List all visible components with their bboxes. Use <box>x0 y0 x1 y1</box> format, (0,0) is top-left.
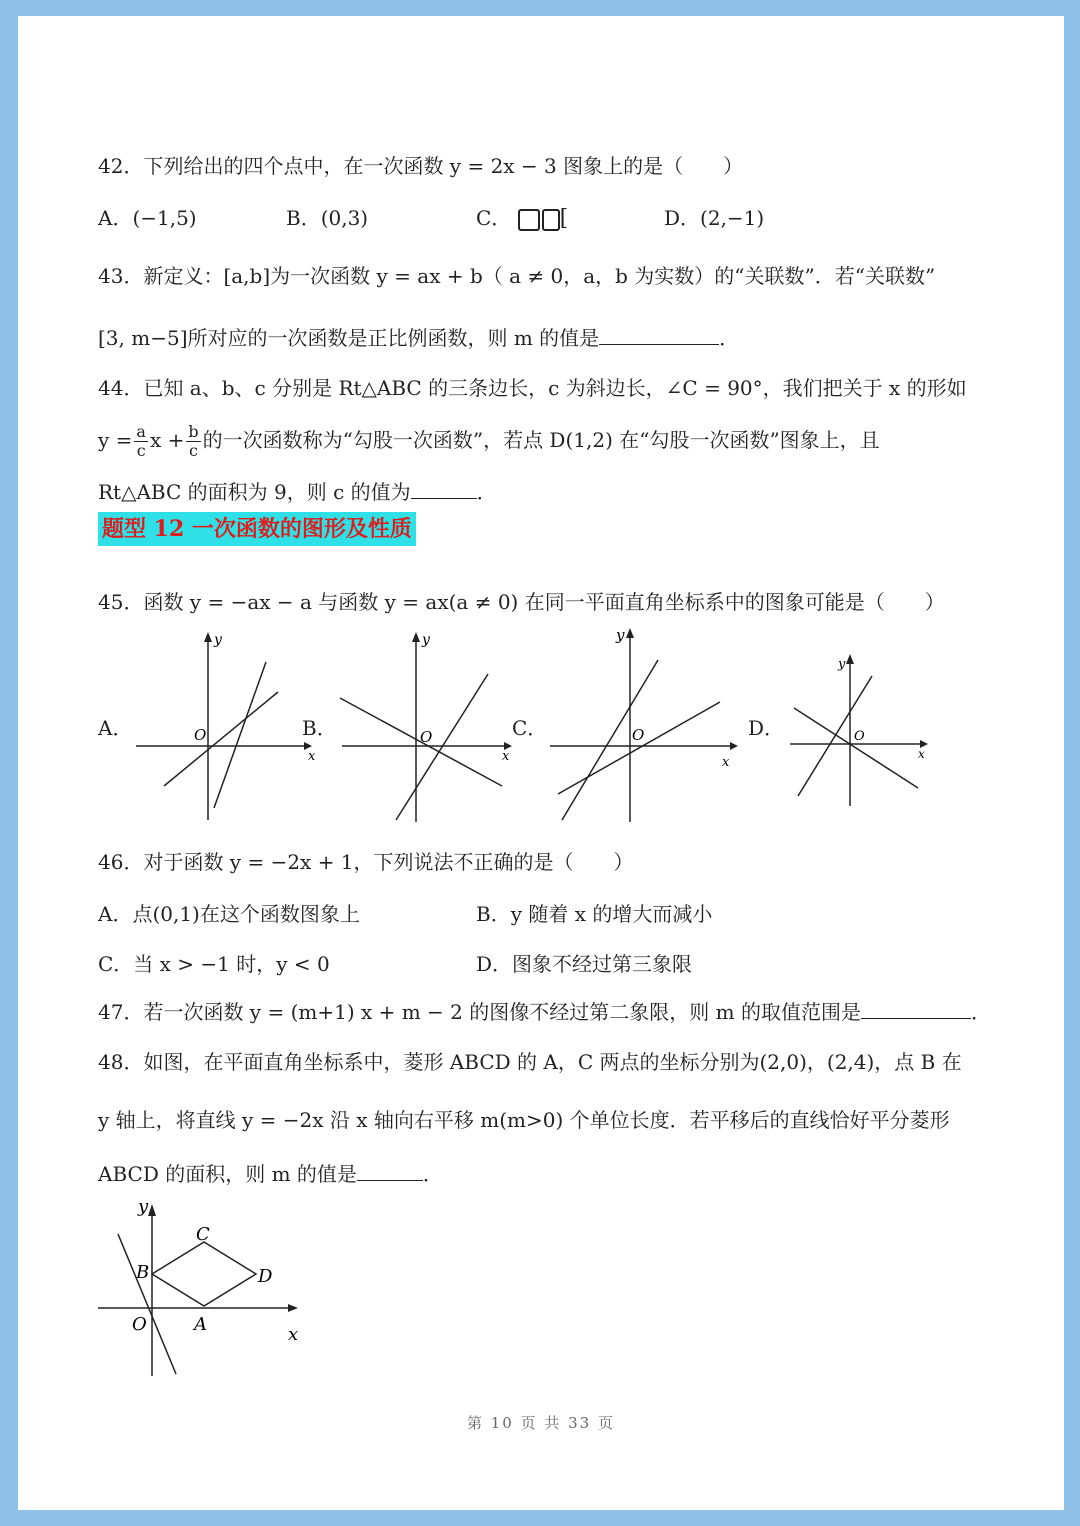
origin-label: O <box>194 726 207 744</box>
q48-rhombus-figure <box>92 1198 312 1388</box>
q45-label-b: B． <box>302 716 337 740</box>
q45-stem: 45．函数 y = −ax − a 与函数 y = ax(a ≠ 0) 在同一平面直角坐标系中的图象可能是（ ） <box>98 590 945 614</box>
point-c-label: C <box>196 1224 210 1245</box>
q46-option-c: C．当 x > −1 时，y < 0 <box>98 952 330 976</box>
q43-line1: 43．新定义：[a,b]为一次函数 y = ax + b（ a ≠ 0，a，b 为实数）的“关联数”．若“关联数” <box>98 264 936 288</box>
q45-graph-a <box>136 630 316 825</box>
section-heading: 题型 12 一次函数的图形及性质 <box>98 512 416 546</box>
page <box>18 16 1064 1510</box>
fraction-a-over-c: $\frac{a}{c}$ <box>136 422 146 460</box>
q45-label-d: D． <box>748 716 785 740</box>
answer-blank[interactable] <box>861 996 971 1019</box>
axis-x-label: x <box>308 749 316 764</box>
q44-line1: 44．已知 a、b、c 分别是 Rt△ABC 的三条边长，c 为斜边长，∠C = 90°，我们把关于 x 的形如 <box>98 376 967 400</box>
axis-x-label: x <box>918 747 925 761</box>
q45-label-c: C． <box>512 716 548 740</box>
bracket-glyph: [ <box>559 206 569 231</box>
axis-x-label: x <box>502 749 510 764</box>
origin-label: O <box>132 1314 147 1335</box>
q48-line2: y 轴上，将直线 y = −2x 沿 x 轴向右平移 m(m>0) 个单位长度．若平移后的直线恰好平分菱形 <box>98 1108 950 1132</box>
q45-graph-c <box>546 624 746 824</box>
q45-graph-b <box>336 630 516 825</box>
point-d-label: D <box>258 1266 273 1287</box>
q45-label-a: A． <box>98 716 133 740</box>
answer-blank[interactable] <box>411 476 477 499</box>
q45-graph-d <box>786 648 936 808</box>
q42-option-c <box>476 204 568 233</box>
point-b-label: B <box>136 1262 150 1283</box>
q43-line2: [3, m−5]所对应的一次函数是正比例函数，则 m 的值是 ． <box>98 322 739 352</box>
q42-stem: 42．下列给出的四个点中，在一次函数 y = 2x − 3 图象上的是（ ） <box>98 154 744 178</box>
broken-glyph-icon <box>518 209 540 231</box>
q46-stem: 46．对于函数 y = −2x + 1，下列说法不正确的是（ ） <box>98 850 634 874</box>
q44-line3: Rt△ABC 的面积为 9，则 c 的值为 ． <box>98 476 497 506</box>
q42-option-c-label: C． <box>476 206 512 230</box>
broken-glyph-icon <box>542 209 560 231</box>
q48-line1: 48．如图，在平面直角坐标系中，菱形 ABCD 的 A，C 两点的坐标分别为(2,0)，(2,4)，点 B 在 <box>98 1050 962 1074</box>
axis-x-label: x <box>722 755 730 770</box>
axis-y-label: y <box>838 657 846 672</box>
q44-line2: y = $\frac{a}{c}$ x + $\frac{b}{c}$ 的一次函数称为“勾股一次函数”，若点 D(1,2) 在“勾股一次函数”图象上，且 <box>98 422 880 460</box>
q42-option-d: D．(2,−1) <box>664 206 765 230</box>
point-a-label: A <box>194 1314 207 1335</box>
q46-option-b: B．y 随着 x 的增大而减小 <box>476 902 713 926</box>
q43-line2-text: [3, m−5]所对应的一次函数是正比例函数，则 m 的值是 <box>98 326 600 350</box>
answer-blank[interactable] <box>599 322 719 345</box>
page-footer: 第 10 页 共 33 页 <box>466 1414 615 1432</box>
origin-label: O <box>632 726 645 744</box>
axis-y-label: y <box>422 632 430 648</box>
axis-y-label: y <box>214 632 222 648</box>
axis-y-label: y <box>616 626 625 644</box>
axis-y-label: y <box>138 1196 149 1217</box>
q47-stem: 47．若一次函数 y = (m+1) x + m − 2 的图像不经过第二象限，则 m 的取值范围是 ． <box>98 996 991 1026</box>
origin-label: O <box>854 729 865 744</box>
q42-option-b: B．(0,3) <box>286 206 369 230</box>
q42-option-a: A．(−1,5) <box>98 206 197 230</box>
axis-x-label: x <box>288 1324 299 1345</box>
q46-option-a: A．点(0,1)在这个函数图象上 <box>98 902 360 926</box>
q48-line3: ABCD 的面积，则 m 的值是 ． <box>98 1158 443 1188</box>
answer-blank[interactable] <box>357 1158 423 1181</box>
origin-label: O <box>420 728 433 746</box>
q46-option-d: D．图象不经过第三象限 <box>476 952 693 976</box>
fraction-b-over-c: $\frac{b}{c}$ <box>188 422 199 460</box>
